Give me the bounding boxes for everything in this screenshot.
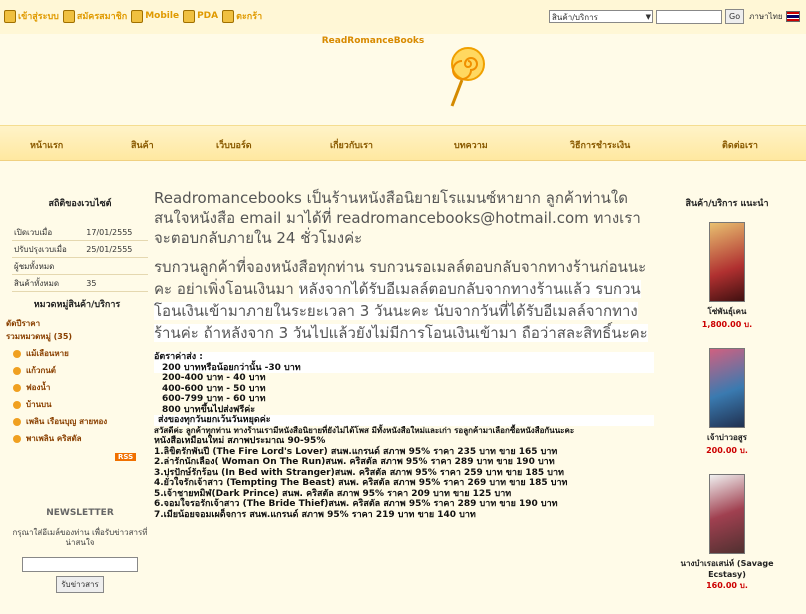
mobile-label: Mobile: [145, 11, 180, 21]
nav-about[interactable]: เกี่ยวกับเรา: [330, 141, 373, 151]
register-link[interactable]: [63, 9, 127, 23]
stat-value: 25/01/2555: [84, 241, 148, 258]
search-go-button[interactable]: Go: [725, 9, 744, 24]
product-price: 200.00 บ.: [706, 446, 748, 455]
shipping-rate: 200 บาทหรือน้อยกว่านั้น -30 บาท: [154, 363, 654, 374]
shipping-rate: 600-799 บาท - 60 บาท: [162, 394, 266, 404]
rss-button[interactable]: RSS: [115, 453, 136, 461]
table-row: [12, 224, 148, 241]
language-label[interactable]: ภาษาไทย: [749, 12, 783, 21]
newsletter-title: NEWSLETTER: [46, 508, 114, 518]
nav-payment[interactable]: วิธีการชำระเงิน: [570, 141, 631, 151]
nav-home[interactable]: หน้าแรก: [30, 141, 64, 151]
stat-value: 35: [84, 275, 148, 292]
shipping-rate: 800 บาทขึ้นไปส่งฟรีค่ะ: [162, 404, 256, 415]
product-card[interactable]: [668, 222, 786, 331]
nav-webboard[interactable]: เว็บบอร์ด: [216, 141, 252, 151]
lock-icon: [4, 10, 16, 23]
pda-link[interactable]: [183, 9, 218, 23]
thai-flag-icon[interactable]: [786, 11, 800, 22]
product-cover[interactable]: [709, 348, 745, 428]
stats-table: [12, 224, 148, 292]
recommended-box: [668, 196, 786, 590]
shipping-rate: 400-600 บาท - 50 บาท: [162, 383, 266, 394]
stat-label: ปรับปรุงเวบเมื่อ: [12, 241, 84, 258]
product-price: 160.00 บ.: [706, 581, 748, 590]
cart-label: ตะกร้า: [236, 12, 263, 22]
newsletter-subscribe-button[interactable]: รับข่าวสาร: [56, 576, 104, 593]
product-cover[interactable]: [709, 222, 745, 302]
list-item: 4.ยั่วใจรักเจ้าสาว (Tempting The Beast) สนพ. คริสตัล สภาพ 95% ราคา 269 บาท ขาย 185 บาท: [154, 478, 568, 488]
list-item: 6.จอมใจรอรักเจ้าสาว (The Bride Thief)สนพ. คริสตัล สภาพ 95% ราคา 289 บาท ขาย 190 บาท: [154, 499, 558, 509]
notice-part-b: หลังจากได้รับอีเมลล์ตอบกลับจากทางร้านแล้ว รบกวนโอนเงินเข้ามาภายในระยะเวลา 3 วันนะคะ นับจากวันที่ได้รับอีเมลล์จากทางร้านค่ะ ถ้าหลังจาก 3 วันไปแล้วยังไม่มีการโอนเงินเข้ามา ถือว่าสละสิทธิ์นะคะ: [154, 280, 648, 342]
table-row: [12, 275, 148, 292]
table-row: [12, 258, 148, 275]
list-item: 7.เมียน้อยจอมเผด็จการ สนพ.แกรนด์ สภาพ 95% ราคา 219 บาท ขาย 140 บาท: [154, 509, 476, 520]
product-card[interactable]: [668, 474, 786, 592]
lollipop-logo: [446, 46, 486, 108]
search-category-select[interactable]: สินค้า/บริการ ▼: [549, 10, 653, 23]
cart-icon: [222, 10, 234, 23]
category-box: [6, 297, 148, 447]
notice-text: [154, 256, 654, 344]
shipping-title: อัตราค่าส่ง :: [154, 352, 654, 363]
login-link[interactable]: [4, 9, 59, 23]
intro-text: Readromancebooks เป็นร้านหนังสือนิยายโรแมนซ์หายาก ลูกค้าท่านใดสนใจหนังสือ email มาได้ที่ readromancebooks@hotmail.com ทางเราจะตอบกลับภายใน 24 ชั่วโมงค่ะ: [154, 189, 641, 247]
list-item[interactable]: ฟองน้ำ: [6, 379, 148, 396]
product-name[interactable]: โซ่พันธุ์เคน: [707, 307, 747, 316]
search-input[interactable]: [656, 10, 722, 24]
pda-label: PDA: [197, 11, 219, 21]
nav-products[interactable]: สินค้า: [131, 141, 154, 151]
category-all[interactable]: รวมหมวดหมู่ (35): [6, 332, 73, 341]
category-list: [6, 315, 148, 447]
register-label: สมัครสมาชิก: [76, 12, 128, 22]
product-cover[interactable]: [709, 474, 745, 554]
nav-contact[interactable]: ติดต่อเรา: [722, 141, 758, 151]
newsletter-email-input[interactable]: [22, 557, 138, 572]
recommended-title: สินค้า/บริการ แนะนำ: [685, 199, 769, 209]
list-item[interactable]: แม้เลือนหาย: [6, 345, 148, 362]
product-price: 1,800.00 บ.: [701, 320, 753, 329]
pda-icon: [183, 10, 195, 23]
top-bar: [0, 0, 806, 34]
main-nav: [0, 125, 806, 161]
category-title: หมวดหมู่สินค้า/บริการ: [33, 300, 121, 310]
list-item[interactable]: บ้านบน: [6, 396, 148, 413]
login-label: เข้าสู่ระบบ: [18, 12, 59, 22]
top-search: [549, 9, 800, 24]
product-card[interactable]: [668, 348, 786, 457]
list-item[interactable]: แก้วกนต์: [6, 362, 148, 379]
stat-label: เปิดเวบเมื่อ: [12, 224, 84, 241]
list-item: 2.ล่ารักนักเลือง( Woman On The Run)สนพ. คริสตัล สภาพ 95% ราคา 289 บาท ขาย 190 บาท: [154, 457, 555, 467]
list-item[interactable]: พาเพลิน คริสตัล: [6, 430, 148, 447]
welcome-text: สวัสดีค่ะ ลูกค้าทุกท่าน ทางร้านเรามีหนังสือนิยายที่ยังไม่ได้โพส มีทั้งหนังสือใหม่และเก่า รอลูกค้ามาเลือกซื้อหนังสือกันนะคะ: [154, 425, 575, 435]
table-row: [12, 241, 148, 258]
user-icon: [63, 10, 75, 23]
list-item: 5.เจ้าชายทมิฬ(Dark Prince) สนพ. คริสตัล สภาพ 95% ราคา 209 บาท ขาย 125 บาท: [154, 488, 512, 499]
mobile-icon: [131, 10, 143, 23]
list-item: 1.ลิขิตรักพันปี (The Fire Lord's Lover) สนพ.แกรนด์ สภาพ 95% ราคา 235 บาท ขาย 165 บาท: [154, 446, 558, 457]
newsletter-description: กรุณาใส่อีเมล์ของท่าน เพื่อรับข่าวสารที่น่าสนใจ: [12, 528, 148, 547]
cart-link[interactable]: [222, 9, 262, 23]
stat-value: [84, 258, 148, 275]
category-parent[interactable]: ดัดปีราคา: [6, 319, 41, 328]
site-stats: [12, 196, 148, 292]
shipping-rate: 200-400 บาท - 40 บาท: [162, 373, 266, 383]
stat-label: ผู้ชมทั้งหมด: [12, 258, 84, 275]
list-item[interactable]: เพลิน เรือนบุญ สายทอง: [6, 413, 148, 430]
top-links: [4, 9, 264, 23]
main-content: [154, 188, 654, 520]
newsletter-box: [12, 508, 148, 593]
site-title: ReadRomanceBooks: [321, 36, 425, 46]
stat-label: สินค้าทั้งหมด: [12, 275, 84, 292]
product-name[interactable]: นางบำเรอเสน่ห์ (Savage Ecstasy): [680, 559, 774, 579]
mobile-link[interactable]: [131, 9, 179, 23]
new-books-title: หนังสือเหมือนใหม่ สภาพประมาณ 90-95%: [154, 436, 326, 446]
stat-value: 17/01/2555: [84, 224, 148, 241]
shipping-info: [154, 352, 654, 520]
notice-part-a: รบกวนลูกค้าที่จองหนังสือทุกท่าน รบกวนรอเมลล์ตอบกลับจากทางร้านก่อนนะคะ อย่าเพิ่งโอนเงินมา: [154, 258, 647, 298]
product-name[interactable]: เจ้าบ่าวอสูร: [707, 433, 747, 442]
list-item: 3.ปรปักษ์รักร้อน (In Bed with Stranger)สนพ. คริสตัล สภาพ 95% ราคา 259 บาท ขาย 185 บาท: [154, 467, 564, 478]
nav-articles[interactable]: บทความ: [454, 141, 488, 151]
shipping-note: ส่งของทุกวันยกเว้นวันหยุดค่ะ: [154, 415, 654, 426]
stats-title: สถิติของเวบไซต์: [48, 199, 112, 209]
